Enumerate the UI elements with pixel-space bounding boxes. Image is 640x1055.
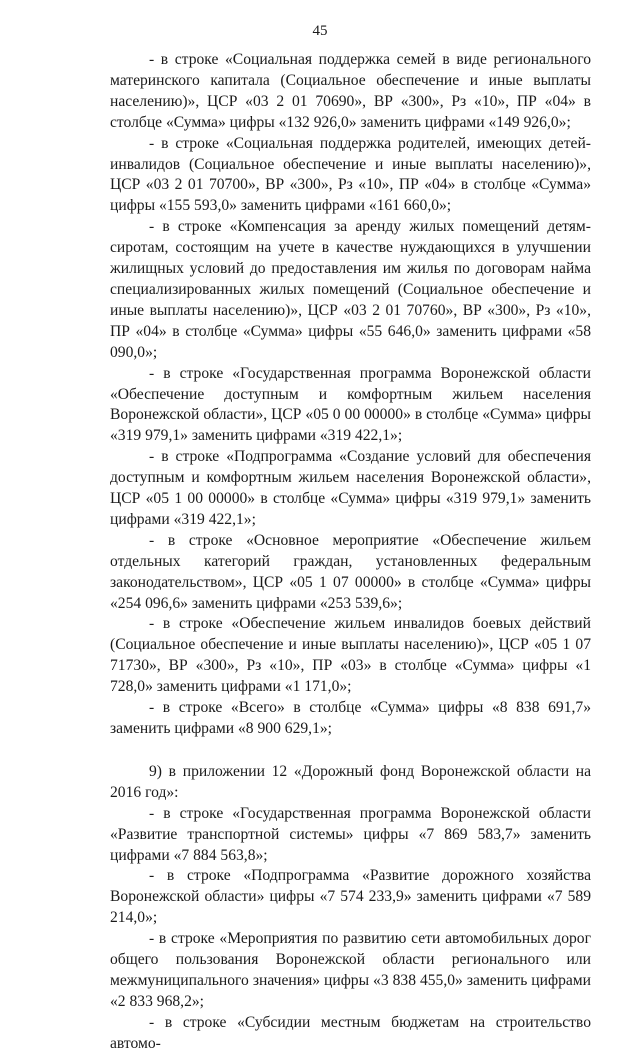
page-number: 45 [312, 23, 328, 39]
paragraph: - в строке «Социальная поддержка семей в виде регионального материнского капитала (Социальное обеспечение и иные выплаты населению)», ЦСР «03 2 01 70690», ВР «300», Рз «10», ПР «04» в столбце «Сумма» цифры «132 926,0» заменить цифрами «149 926,0»; [110, 51, 591, 131]
paragraph: - в строке «Подпрограмма «Создание условий для обеспечения доступным и комфортным жильем населения Воронежской области», ЦСР «05 1 00 00000» в столбце «Сумма» цифры «319 979,1» заменить цифрами «319 422,1»; [110, 448, 591, 528]
paragraph: - в строке «Социальная поддержка родителей, имеющих детей-инвалидов (Социальное обеспечение и иные выплаты населению)», ЦСР «03 2 01 70700», ВР «300», Рз «10», ПР «04» в столбце «Сумма» цифры «155 593,0» заменить цифрами «161 660,0»; [110, 134, 591, 215]
paragraph: - в строке «Мероприятия по развитию сети автомобильных дорог общего пользования Воронежской области регионального или межмуниципального значения» цифры «3 838 455,0» заменить цифрами «2 833 968,2»; [110, 930, 591, 1010]
section-heading-paragraph: 9) в приложении 12 «Дорожный фонд Воронежской области на 2016 год»: [110, 762, 591, 801]
paragraph: - в строке «Государственная программа Воронежской области «Развитие транспортной системы» цифры «7 869 583,7» заменить цифрами «7 884 563,8»; [110, 804, 591, 864]
paragraph: - в строке «Основное мероприятие «Обеспечение жильем отдельных категорий граждан, установленных федеральным законодательством», ЦСР «05 1 07 00000» в столбце «Сумма» цифры «254 096,6» заменить цифрами «253 539,6»; [110, 531, 591, 612]
paragraph: - в строке «Субсидии местным бюджетам на строительство автомо- [110, 1013, 591, 1052]
document-body [110, 50, 591, 1055]
paragraph: - в строке «Компенсация за аренду жилых помещений детям-сиротам, состоящим на учете в качестве нуждающихся в улучшении жилищных условий до предоставления им жилья по договорам найма специализированных жилых помещений (Социальное обеспечение и иные выплаты населению)», ЦСР «03 2 01 70760», ВР «300», Рз «10», ПР «04» в столбце «Сумма» цифры «55 646,0» заменить цифрами «58 090,0»; [110, 218, 591, 361]
paragraph: - в строке «Всего» в столбце «Сумма» цифры «8 838 691,7» заменить цифрами «8 900 629,1»; [110, 699, 591, 737]
paragraph: - в строке «Государственная программа Воронежской области «Обеспечение доступным и комфортным жильем населения Воронежской области», ЦСР «05 0 00 00000» в столбце «Сумма» цифры «319 979,1» заменить цифрами «319 422,1»; [110, 364, 591, 445]
paragraph: - в строке «Подпрограмма «Развитие дорожного хозяйства Воронежской области» цифры «7 574 233,9» заменить цифрами «7 589 214,0»; [110, 867, 591, 927]
paragraph: - в строке «Обеспечение жильем инвалидов боевых действий (Социальное обеспечение и иные выплаты населению)», ЦСР «05 1 07 71730», ВР «300», Рз «10», ПР «03» в столбце «Сумма» цифры «1 728,0» заменить цифрами «1 171,0»; [110, 615, 591, 696]
